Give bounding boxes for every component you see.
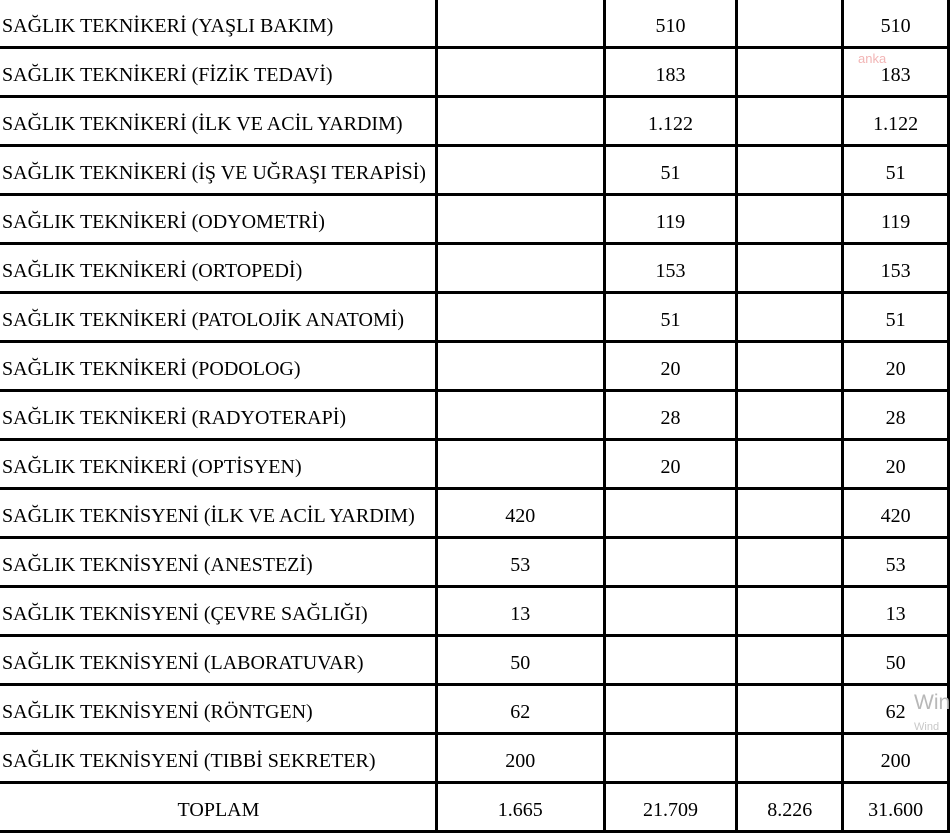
cell-c3 [737, 636, 843, 685]
cell-c4: 50 [843, 636, 949, 685]
cell-c2 [604, 734, 737, 783]
cell-c1: 200 [436, 734, 604, 783]
row-title: SAĞLIK TEKNİKERİ (YAŞLI BAKIM) [0, 0, 436, 48]
cell-c1: 420 [436, 489, 604, 538]
total-label: TOPLAM [0, 783, 436, 832]
cell-c2: 119 [604, 195, 737, 244]
cell-c3 [737, 342, 843, 391]
total-c4: 31.600 [843, 783, 949, 832]
row-title: SAĞLIK TEKNİKERİ (OPTİSYEN) [0, 440, 436, 489]
cell-c4: 13 [843, 587, 949, 636]
cell-c2: 183 [604, 48, 737, 97]
cell-c4: 510 [843, 0, 949, 48]
table-row [0, 391, 949, 440]
cell-c4: 53 [843, 538, 949, 587]
cell-c4: 51 [843, 293, 949, 342]
row-title: SAĞLIK TEKNİSYENİ (RÖNTGEN) [0, 685, 436, 734]
total-c3: 8.226 [737, 783, 843, 832]
cell-c2: 1.122 [604, 97, 737, 146]
cell-c3 [737, 48, 843, 97]
table-row [0, 587, 949, 636]
cell-c2 [604, 685, 737, 734]
cell-c2 [604, 636, 737, 685]
windows-activation-overlay: Win [914, 691, 950, 714]
row-title: SAĞLIK TEKNİSYENİ (TIBBİ SEKRETER) [0, 734, 436, 783]
total-c1: 1.665 [436, 783, 604, 832]
cell-c1 [436, 391, 604, 440]
row-title: SAĞLIK TEKNİKERİ (ORTOPEDİ) [0, 244, 436, 293]
cell-c4: 1.122 [843, 97, 949, 146]
row-title: SAĞLIK TEKNİKERİ (İLK VE ACİL YARDIM) [0, 97, 436, 146]
cell-c2: 153 [604, 244, 737, 293]
row-title: SAĞLIK TEKNİKERİ (PODOLOG) [0, 342, 436, 391]
row-title: SAĞLIK TEKNİKERİ (RADYOTERAPİ) [0, 391, 436, 440]
row-title: SAĞLIK TEKNİKERİ (PATOLOJİK ANATOMİ) [0, 293, 436, 342]
cell-c1 [436, 97, 604, 146]
cell-c1 [436, 293, 604, 342]
cell-c2: 510 [604, 0, 737, 48]
cell-c1 [436, 342, 604, 391]
cell-c4: 62 [843, 685, 949, 734]
cell-c3 [737, 440, 843, 489]
cell-c3 [737, 538, 843, 587]
cell-c1 [436, 244, 604, 293]
table-row [0, 489, 949, 538]
anka-watermark: anka [858, 51, 887, 66]
cell-c4: 200 [843, 734, 949, 783]
cell-c2 [604, 538, 737, 587]
cell-c1: 62 [436, 685, 604, 734]
cell-c3 [737, 0, 843, 48]
row-title: SAĞLIK TEKNİKERİ (FİZİK TEDAVİ) [0, 48, 436, 97]
cell-c4: 153 [843, 244, 949, 293]
table-row [0, 734, 949, 783]
cell-c3 [737, 489, 843, 538]
cell-c4: 51 [843, 146, 949, 195]
table-row [0, 293, 949, 342]
table-row [0, 440, 949, 489]
table-row [0, 244, 949, 293]
cell-c3 [737, 734, 843, 783]
cell-c2: 20 [604, 440, 737, 489]
row-title: SAĞLIK TEKNİKERİ (İŞ VE UĞRAŞI TERAPİSİ) [0, 146, 436, 195]
cell-c1 [436, 146, 604, 195]
cell-c2 [604, 489, 737, 538]
cell-c1 [436, 440, 604, 489]
cell-c4: 119 [843, 195, 949, 244]
table-row [0, 685, 949, 734]
cell-c1 [436, 195, 604, 244]
table-row [0, 48, 949, 97]
cell-c3 [737, 97, 843, 146]
total-row [0, 783, 949, 832]
cell-c4: 20 [843, 342, 949, 391]
table-row [0, 97, 949, 146]
row-title: SAĞLIK TEKNİSYENİ (LABORATUVAR) [0, 636, 436, 685]
total-c2: 21.709 [604, 783, 737, 832]
cell-c4: 183 [843, 48, 949, 97]
cell-c1: 53 [436, 538, 604, 587]
row-title: SAĞLIK TEKNİSYENİ (İLK VE ACİL YARDIM) [0, 489, 436, 538]
cell-c1 [436, 48, 604, 97]
cell-c3 [737, 391, 843, 440]
table-row [0, 342, 949, 391]
cell-c3 [737, 146, 843, 195]
table-row [0, 195, 949, 244]
cell-c3 [737, 244, 843, 293]
cell-c2 [604, 587, 737, 636]
cell-c1: 13 [436, 587, 604, 636]
table-row [0, 146, 949, 195]
cell-c1 [436, 0, 604, 48]
row-title: SAĞLIK TEKNİKERİ (ODYOMETRİ) [0, 195, 436, 244]
cell-c2: 28 [604, 391, 737, 440]
windows-activation-overlay-sub: Wind [914, 721, 940, 733]
cell-c3 [737, 685, 843, 734]
cell-c3 [737, 195, 843, 244]
cell-c1: 50 [436, 636, 604, 685]
cell-c4: 20 [843, 440, 949, 489]
table-row [0, 636, 949, 685]
cell-c2: 51 [604, 293, 737, 342]
cell-c2: 20 [604, 342, 737, 391]
row-title: SAĞLIK TEKNİSYENİ (ÇEVRE SAĞLIĞI) [0, 587, 436, 636]
cell-c4: 28 [843, 391, 949, 440]
table-row [0, 538, 949, 587]
cell-c4: 420 [843, 489, 949, 538]
table-row [0, 0, 949, 48]
row-title: SAĞLIK TEKNİSYENİ (ANESTEZİ) [0, 538, 436, 587]
cell-c2: 51 [604, 146, 737, 195]
cell-c3 [737, 293, 843, 342]
cell-c3 [737, 587, 843, 636]
